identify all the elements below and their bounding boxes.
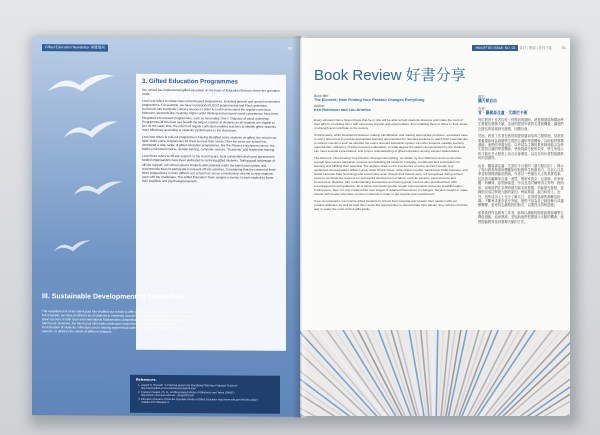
- talent-pool-section: [42, 293, 185, 301]
- reference-item: 3. Education Bureau's Three-tier Operation Mode of Gifted Education http://www.edb.gov.hk/index.aspx?nodeID=2377&langno=1: [141, 397, 281, 405]
- paragraph: Level one refers to whole-class school-based programmes, including generic and special enrichment programmes. For example, we have incorporated LEGO programming and Flash animation curriculum into Computer Literacy lessons in order to enrich and extend the regular curriculum. Moreover, elements like creativity, higher-order thinking and personal-social competence have been integrated into relevant programmes, such as Secondary One's "Odyssey of mind" workshop. Programmes of this level can benefit the largest number of students as all students are eligible to join. At the same time, the reform of regular curriculum enables teachers to identify gifted students more effectively according to students' performance in the classroom.: [142, 99, 280, 133]
- paragraph: 然而，教育工作者在甄別和提供適切培育之間徘徊，常常需要憂慮如何為資優學生提供合適的學習機會，以助他們發揮潛能。他們的考慮包括：以考試為主導的教育制度能否為學生提供合適的學習機會、學校資源分配的效率、學生所展示的才能在多大程度上切合社會期望，以及各持份者對資優教育的認識等。: [478, 134, 564, 161]
- book-meta-english: [314, 94, 464, 112]
- paragraph: 如果我們作為教育工作者，能夠以積極的態度啟發資優學生釋放潛能、追尋熱誠，並協助他們把握展示天賦的機會，他們便能輕易找到發揮天賦的方法。: [478, 210, 564, 224]
- paragraph: The Element: How Finding Your Passion Changes Everything, co-written by Ken Robinson and Lou Aronica, reveals how current education systems and labelling kill students' creativity, confidence and enthusiasm for learning and fulfilling their potential. The authors draw on the true stories of some eminent people (e.g. acclaimed choreographer Gillian Lynne, artist Chuck Close, writer Paulo Coelho, hairdresser Vidal Sassoon, and Nobel Laureate Matt Groening) who could shine even though their talents were not recognised during school years to conclude the reasons for successful development of talent, such as passion, perseverance and involvement. Besides, fully understanding themselves and having great mentors who provided them with encouragement and guidance, all of these successful people sought improvements and even breakthroughs. Furthermore, they not only created their own stages or adapted themselves to changes, but also sought to make friends with people who have common interests in order to get support and nourishment.: [314, 156, 468, 196]
- talent-pool-body: [42, 309, 192, 338]
- zh-author-label: 作者：: [478, 107, 489, 111]
- paragraph: Our school has implemented gifted education on the basis of Education Bureau's three-tier operation mode.: [142, 87, 280, 96]
- page-edge-line: [435, 330, 570, 416]
- paragraph: If we, as educators, can inspire gifted students to unlock their potential and answer their passion with our positive attitudes, as well as help them seize the opportunities to demonstrate their talents, they will then find the way to make the most of their gifts easily.: [314, 199, 468, 211]
- page-title: Book Review 好書分享: [314, 67, 466, 84]
- author-label: Author:: [314, 104, 325, 108]
- right-page-number: 31: [561, 45, 566, 50]
- bird-illustration-icon: [62, 117, 120, 143]
- chinese-column: [478, 118, 564, 227]
- left-page-number: 30: [287, 45, 292, 51]
- paragraph: The establishment of the talent pool has enabled our school to offer proper training to students with potential. For example, we have enrolled a lot of students in university courses. In addition, our students have achieved great success in both local and international Mathematics competitions, showing the effectiveness of the talent pool. However, the talent pool still needs continuous improvement and adjustment, such as incorporation of students' reflections and a training system that caters to students' development in various aspects, to address the needs of different students.: [42, 309, 192, 335]
- fanned-pages-illustration-icon: [300, 330, 570, 416]
- paragraph: Every educator has a fervent hope that he or she will be able to help students discover and make the most of their gifts by providing them with necessary support and opportunities, thus enabling them to shine in their areas of strength and contribute to the society.: [314, 118, 468, 130]
- paragraph: Level three refers to off-site support. In the recent years, local universities and many government-funded organisations have been dedicated to nurturing gifted students. Taking good advantage of off-site support, our school selects students with potential under the talent pool system and recommends them to participate in relevant off-site activities. Considering that the content of level-three programmes is more difficult, our school has set up a mentorship scheme to help students cope with the challenges. The Gifted Education Team assigns a mentor to each student to foster their cognitive and psychological growth.: [142, 154, 277, 184]
- page-edge-line: [300, 330, 435, 416]
- paragraph: Unfortunately, while bewildered between making identification and making appropriate provision, educators have to worry about how to provide appropriate learning opportunities for talented students to reach their potential due to various concerns such as whether the exam-oriented education system can offer students suitable learning opportunities, efficiency of school resource allocation, to what degree the talents demonstrated by the students can meet societal expectations, and proper understanding of gifted education among various stakeholders.: [314, 133, 468, 153]
- book-title-label: Book title:: [314, 94, 329, 98]
- left-header-label: Gifted Education Newsletter 資優通訊: [42, 44, 108, 51]
- paragraph: 每位教育工作者均有一份熱切的期盼，就是期望能夠幫助學生發掘及發揮天賦，為他們提供所需的支援和機會，讓他們在擅長的領域發光發熱，回饋社會。: [478, 118, 564, 131]
- issue-tag: HKGIFTED ISSUE NO. 02: [472, 45, 518, 51]
- book-title-value: The Element: How Finding Your Passion Changes Everything: [314, 98, 425, 102]
- author-value: Ken Robinson and Lou Aronica: [314, 108, 371, 112]
- bird-illustration-icon: [46, 69, 116, 99]
- right-header-label: 書評 | 閱讀 | 尋找才能: [519, 46, 552, 50]
- english-column: [314, 118, 468, 214]
- spine-gutter: [292, 36, 308, 418]
- reference-item: 2. Françoys Gagné, Ph. D., A Differentiated Model of Giftedness and Talent (DMGT) http://www.curriculum.edu.au/.../dmgt2008.pdf: [141, 391, 281, 399]
- references-title: References:: [136, 377, 157, 382]
- zh-book-title-value: 讓天賦自由: [478, 99, 497, 103]
- zh-author-value: 肯‧羅賓森及盧‧艾諾尼卡著: [478, 111, 528, 115]
- section-body: [142, 88, 280, 187]
- references-box: [130, 375, 280, 414]
- references-list: [136, 384, 281, 405]
- bird-illustration-icon: [72, 177, 124, 199]
- section-title: 3. Gifted Education Programmes: [142, 77, 238, 86]
- bird-illustration-icon: [52, 237, 92, 255]
- left-page: [32, 37, 300, 417]
- paragraph: 由肯‧羅賓森及盧‧艾諾尼卡合著的《讓天賦自由》，揭示了現行教育制度和標籤如何扼殺學生的創造力、自信心以及學習和發揮潛能的熱誠。作者以一些傑出人士的真實故事，包括著名編舞家吉蓮‧連恩、藝術家查克‧克洛斯、作家保羅‧科爾賀、髮型師維達‧沙宣及諾貝爾獎得主麥特‧格朗寧，說明他們在求學時期天賦未被發掘，仍能發光發熱，並歸納出成功發展天賦的原因，例如熱誠、毅力和投入。此外，這些成功人士充分了解自己，並得到良師的鼓勵及指導，不斷尋求進步甚至突破。他們不但為自己創造舞台或適應轉變，更尋找志趣相投的朋友，以獲得支持和滋養。: [478, 163, 564, 208]
- book-meta-chinese: [478, 94, 564, 116]
- paragraph: Level two refers to pull-out programmes. Having identified some students as gifted, the school can tailor-make some programmes for them to meet their needs. Over the years our school has developed a wide range of gifted education programmes, like the Physics enrichment course, the Maths enrichment course, debate training, computer courses, "Academy" and leadership training.: [142, 134, 277, 152]
- book-pages-photo: [300, 330, 570, 416]
- section-title: III. Sustainable Development of Talent Pool: [42, 293, 185, 302]
- right-header: [472, 45, 552, 50]
- left-header: [42, 44, 108, 51]
- zh-book-title-label: 書名：: [478, 95, 489, 99]
- reference-item: 1. Joseph S. Renzulli, "A Practical System for Identifying Gifted and Talented Students" http://www.gifted.uconn.edu/sem/semart04.html: [141, 384, 281, 392]
- right-page: [300, 38, 570, 416]
